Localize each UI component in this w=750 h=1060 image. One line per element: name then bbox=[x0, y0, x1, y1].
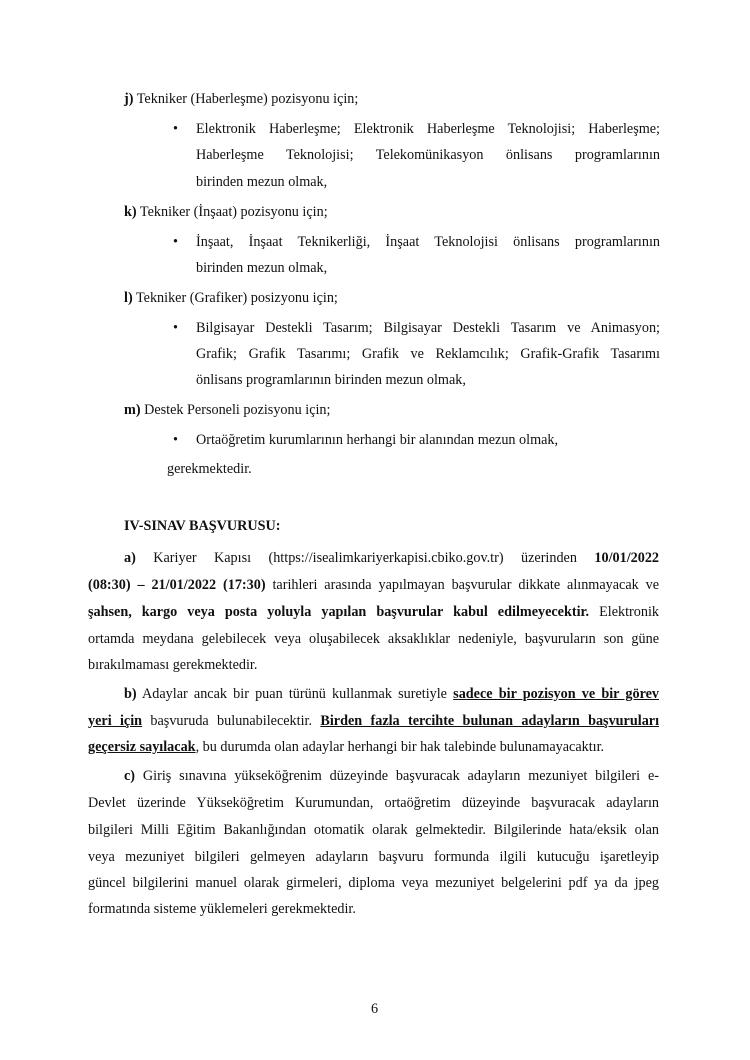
underlined-text: sadece bir pozisyon ve bir görev bbox=[453, 686, 660, 702]
item-title: Tekniker (Grafiker) posizyonu için; bbox=[135, 290, 338, 306]
bullet-text-line: Ortaöğretim kurumlarının herhangi bir alanından mezun olmak, bbox=[196, 432, 559, 448]
item-label: j) bbox=[124, 91, 134, 107]
bullet-icon: • bbox=[173, 121, 178, 137]
closing-text: gerekmektedir. bbox=[167, 461, 252, 477]
list-item-m bbox=[124, 401, 330, 419]
bullet-icon: • bbox=[173, 234, 178, 250]
list-item-k bbox=[124, 203, 328, 221]
bullet-text-line: Elektronik Haberleşme; Elektronik Haberleşme Teknolojisi; Haberleşme; bbox=[196, 121, 660, 137]
underlined-text: yeri için bbox=[88, 713, 143, 729]
paragraph-a-line bbox=[124, 549, 659, 567]
paragraph-a-line bbox=[88, 603, 659, 621]
bullet-text-line: Bilgisayar Destekli Tasarım; Bilgisayar Destekli Tasarım ve Animasyon; bbox=[196, 320, 660, 336]
paragraph-c-line bbox=[124, 767, 659, 785]
paragraph-a-line: bırakılmaması gerekmektedir. bbox=[88, 657, 258, 673]
paragraph-c-line: güncel bilgilerini manuel olarak girmeleri, diploma veya mezuniyet belgelerini pdf ya da jpeg bbox=[88, 875, 659, 891]
item-label: l) bbox=[124, 290, 133, 306]
paragraph-text: başvuruda bulunabilecektir. bbox=[150, 713, 313, 729]
list-item-l bbox=[124, 289, 338, 307]
paragraph-text: Elektronik bbox=[599, 604, 659, 620]
bullet-text-line: İnşaat, İnşaat Teknikerliği, İnşaat Teknolojisi önlisans programlarının bbox=[196, 234, 660, 250]
paragraph-c-line: formatında sisteme yüklemeleri gerekmektedir. bbox=[88, 901, 356, 917]
paragraph-c-line: veya mezuniyet bilgileri gelmeyen adayların başvuru formunda ilgili kutucuğu işaretleyip bbox=[88, 849, 659, 865]
section-heading: IV-SINAV BAŞVURUSU: bbox=[124, 518, 281, 534]
item-title: Tekniker (Haberleşme) pozisyonu için; bbox=[136, 91, 359, 107]
paragraph-text: Giriş sınavına yükseköğrenim düzeyinde başvuracak adayların mezuniyet bilgileri e- bbox=[142, 768, 660, 784]
paragraph-label: a) bbox=[124, 550, 136, 566]
paragraph-text: , bu durumda olan adaylar herhangi bir hak talebinde bulunamayacaktır. bbox=[195, 739, 605, 755]
paragraph-text: Kariyer Kapısı (https://isealimkariyerkapisi.cbiko.gov.tr) üzerinden bbox=[153, 550, 577, 566]
bullet-icon: • bbox=[173, 320, 178, 336]
item-title: Tekniker (İnşaat) pozisyonu için; bbox=[139, 204, 328, 220]
bullet-text-line: birinden mezun olmak, bbox=[196, 174, 328, 190]
paragraph-label: b) bbox=[124, 686, 137, 702]
paragraph-c-line: Devlet üzerinde Yükseköğretim Kurumundan, ortaöğretim düzeyinde başvuracak adayların bbox=[88, 795, 659, 811]
paragraph-text: tarihleri arasında yapılmayan başvurular dikkate alınmayacak ve bbox=[272, 577, 660, 593]
list-item-j bbox=[124, 90, 358, 108]
item-label: m) bbox=[124, 402, 141, 418]
bullet-text-line: Haberleşme Teknolojisi; Telekomünikasyon önlisans programlarının bbox=[196, 147, 660, 163]
date-text: (08:30) – 21/01/2022 (17:30) bbox=[88, 577, 266, 593]
paragraph-b-line bbox=[124, 685, 659, 703]
bullet-text-line: Grafik; Grafik Tasarımı; Grafik ve Reklamcılık; Grafik-Grafik Tasarımı bbox=[196, 346, 660, 362]
paragraph-c-line: bilgileri Milli Eğitim Bakanlığından otomatik olarak gelmektedir. Bilgilerinde hata/eksik olan bbox=[88, 822, 659, 838]
bullet-text-line: birinden mezun olmak, bbox=[196, 260, 328, 276]
bullet-icon: • bbox=[173, 432, 178, 448]
item-label: k) bbox=[124, 204, 137, 220]
paragraph-text: Adaylar ancak bir puan türünü kullanmak suretiyle bbox=[142, 686, 447, 702]
date-text: 10/01/2022 bbox=[594, 550, 660, 566]
paragraph-a-line: ortamda meydana gelebilecek veya oluşabilecek aksaklıklar nedeniyle, başvuruların son güne bbox=[88, 631, 659, 647]
paragraph-label: c) bbox=[124, 768, 136, 784]
paragraph-b-line bbox=[88, 738, 604, 756]
underlined-text: Birden fazla tercihte bulunan adayların başvuruları bbox=[320, 713, 660, 729]
paragraph-b-line bbox=[88, 712, 659, 730]
bullet-text-line: önlisans programlarının birinden mezun olmak, bbox=[196, 372, 466, 388]
item-title: Destek Personeli pozisyonu için; bbox=[144, 402, 331, 418]
page-number: 6 bbox=[371, 1001, 379, 1017]
underlined-text: geçersiz sayılacak bbox=[88, 739, 196, 755]
bold-text: şahsen, kargo veya posta yoluyla yapılan başvurular kabul edilmeyecektir. bbox=[88, 604, 590, 620]
paragraph-a-line bbox=[88, 576, 659, 594]
